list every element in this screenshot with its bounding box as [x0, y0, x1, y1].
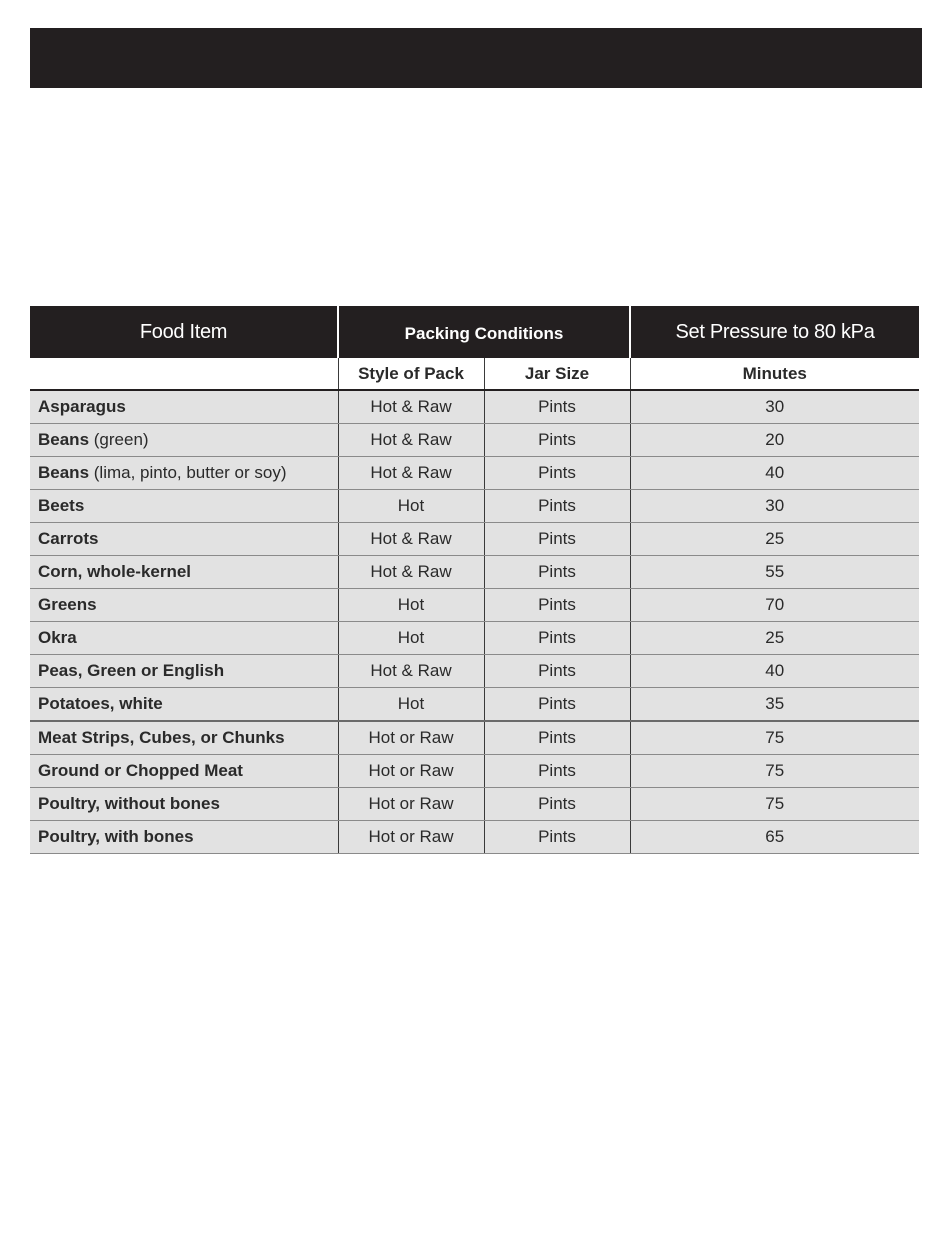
jar-size-cell: Pints	[484, 523, 630, 556]
food-item-cell	[30, 490, 338, 523]
jar-size-cell: Pints	[484, 390, 630, 424]
style-of-pack-cell: Hot	[338, 490, 484, 523]
food-item-name: Beans	[38, 430, 90, 449]
table-row	[30, 424, 919, 457]
minutes-cell: 20	[630, 424, 919, 457]
table-row	[30, 390, 919, 424]
food-item-note: (green)	[89, 430, 149, 449]
food-item-cell	[30, 424, 338, 457]
food-item-name: Corn, whole-kernel	[38, 562, 192, 581]
table-header-row	[30, 306, 919, 358]
food-item-name: Greens	[38, 595, 97, 614]
blank-subheader	[30, 358, 338, 390]
food-item-name: Potatoes, white	[38, 694, 163, 713]
food-item-name: Poultry, without bones	[38, 794, 220, 813]
style-of-pack-cell: Hot or Raw	[338, 721, 484, 755]
food-item-name: Asparagus	[38, 397, 126, 416]
style-of-pack-cell: Hot	[338, 688, 484, 722]
table-row	[30, 457, 919, 490]
minutes-cell: 65	[630, 821, 919, 854]
minutes-cell: 70	[630, 589, 919, 622]
food-item-cell	[30, 755, 338, 788]
minutes-cell: 30	[630, 390, 919, 424]
food-item-name: Meat Strips, Cubes, or Chunks	[38, 728, 285, 747]
minutes-cell: 40	[630, 655, 919, 688]
jar-size-cell: Pints	[484, 424, 630, 457]
jar-size-cell: Pints	[484, 490, 630, 523]
minutes-subheader: Minutes	[630, 358, 919, 390]
style-of-pack-cell: Hot & Raw	[338, 556, 484, 589]
table-row	[30, 688, 919, 722]
jar-size-cell: Pints	[484, 556, 630, 589]
top-banner	[30, 28, 922, 88]
style-of-pack-cell: Hot	[338, 622, 484, 655]
jar-size-cell: Pints	[484, 721, 630, 755]
food-item-cell	[30, 788, 338, 821]
style-of-pack-cell: Hot or Raw	[338, 821, 484, 854]
food-item-note: (lima, pinto, butter or soy)	[89, 463, 287, 482]
food-item-cell	[30, 390, 338, 424]
minutes-cell: 35	[630, 688, 919, 722]
style-of-pack-cell: Hot & Raw	[338, 390, 484, 424]
minutes-cell: 25	[630, 622, 919, 655]
food-item-cell	[30, 655, 338, 688]
table-row	[30, 721, 919, 755]
food-item-name: Carrots	[38, 529, 99, 548]
food-item-cell	[30, 556, 338, 589]
minutes-cell: 25	[630, 523, 919, 556]
minutes-cell: 55	[630, 556, 919, 589]
food-item-name: Poultry, with bones	[38, 827, 194, 846]
jar-size-cell: Pints	[484, 788, 630, 821]
style-of-pack-cell: Hot & Raw	[338, 655, 484, 688]
jar-size-cell: Pints	[484, 821, 630, 854]
food-item-cell	[30, 622, 338, 655]
table-row	[30, 655, 919, 688]
canning-time-table	[30, 306, 919, 854]
style-of-pack-cell: Hot	[338, 589, 484, 622]
table-row	[30, 755, 919, 788]
food-item-cell	[30, 457, 338, 490]
table-row	[30, 622, 919, 655]
style-of-pack-subheader: Style of Pack	[338, 358, 484, 390]
set-pressure-header: Set Pressure to 80 kPa	[630, 306, 919, 358]
table-row	[30, 589, 919, 622]
style-of-pack-cell: Hot & Raw	[338, 457, 484, 490]
food-item-header: Food Item	[30, 306, 338, 358]
table-row	[30, 490, 919, 523]
food-item-cell	[30, 821, 338, 854]
style-of-pack-cell: Hot or Raw	[338, 788, 484, 821]
food-item-cell	[30, 688, 338, 722]
table-row	[30, 556, 919, 589]
minutes-cell: 40	[630, 457, 919, 490]
jar-size-cell: Pints	[484, 622, 630, 655]
jar-size-subheader: Jar Size	[484, 358, 630, 390]
jar-size-cell: Pints	[484, 589, 630, 622]
minutes-cell: 30	[630, 490, 919, 523]
food-item-cell	[30, 721, 338, 755]
table-body	[30, 390, 919, 854]
jar-size-cell: Pints	[484, 755, 630, 788]
food-item-cell	[30, 589, 338, 622]
minutes-cell: 75	[630, 721, 919, 755]
food-item-name: Okra	[38, 628, 77, 647]
style-of-pack-cell: Hot or Raw	[338, 755, 484, 788]
style-of-pack-cell: Hot & Raw	[338, 523, 484, 556]
minutes-cell: 75	[630, 755, 919, 788]
table-row	[30, 523, 919, 556]
jar-size-cell: Pints	[484, 457, 630, 490]
style-of-pack-cell: Hot & Raw	[338, 424, 484, 457]
table-row	[30, 788, 919, 821]
jar-size-cell: Pints	[484, 655, 630, 688]
packing-conditions-header: Packing Conditions	[338, 306, 630, 358]
minutes-cell: 75	[630, 788, 919, 821]
table-row	[30, 821, 919, 854]
jar-size-cell: Pints	[484, 688, 630, 722]
food-item-cell	[30, 523, 338, 556]
food-item-name: Beans	[38, 463, 90, 482]
food-item-name: Ground or Chopped Meat	[38, 761, 243, 780]
pressure-canning-table	[30, 306, 919, 854]
food-item-name: Beets	[38, 496, 85, 515]
table-subheader-row	[30, 358, 919, 390]
food-item-name: Peas, Green or English	[38, 661, 225, 680]
